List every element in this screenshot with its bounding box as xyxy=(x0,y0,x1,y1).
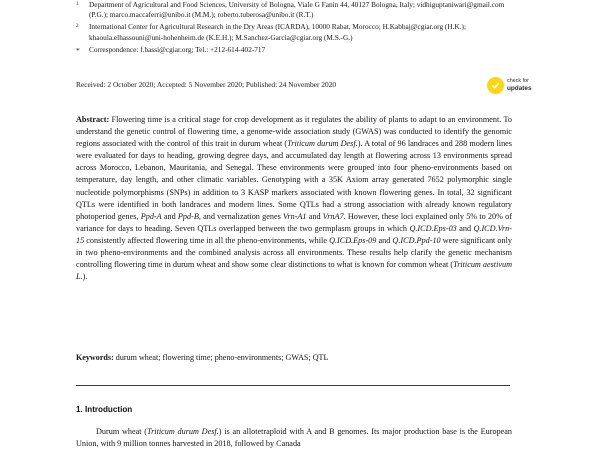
affiliation-text: International Center for Agricultural Research in the Dry Areas (ICARDA), 10000 Rabat, Morocco; H.Kabbaj@cgiar.org (H.K.); khaoula.elhassouni@uni-hohenheim.de (K.E.H.); M.Sanchez-Garcia@cgiar.org (M.S.-G.) xyxy=(89,22,466,42)
affiliation-marker: 1 xyxy=(76,1,79,7)
correspondence-item xyxy=(76,45,510,56)
correspondence-marker: * xyxy=(76,45,80,55)
section-heading-introduction: 1. Introduction xyxy=(76,405,133,414)
abstract-text: Flowering time is a critical stage for crop development as it regulates the ability of plants to adapt to an environment. To understand the genetic control of flowering time, a genome-wide association study (GWAS) was conducted to identify the genomic regions associated with the control of this trait in durum wheat (Triticum durum Desf.). A total of 96 landraces and 288 modern lines were evaluated for days to heading, growing degree days, and accumulated day length at flowering across 13 environments spread across Morocco, Lebanon, Mauritania, and Senegal. These environments were grouped into four pheno-environments based on temperature, day length, and other climatic variables. Genotyping with a 35K Axiom array generated 7652 polymorphic single nucleotide polymorphisms (SNPs) in addition to 3 KASP markers associated with known flowering genes. In total, 32 significant QTLs were identified in both landraces and modern lines. Some QTLs had a strong association with already known regulatory photoperiod genes, Ppd-A and Ppd-B, and vernalization genes Vrn-A1 and VrnA7. However, these loci explained only 5% to 20% of variance for days to heading. Seven QTLs overlapped between the two germplasm groups in which Q.ICD.Eps-03 and Q.ICD.Vrn-15 consistently affected flowering time in all the pheno-environments, while Q.ICD.Eps-09 and Q.ICD.Ppd-10 were significant only in two pheno-environments and the combined analysis across all environments. These results help clarify the genetic mechanism controlling flowering time in durum wheat and show some clear distinctions to what is known for common wheat (Triticum aestivum L.). xyxy=(76,115,513,282)
abstract-label: Abstract: xyxy=(76,115,110,124)
badge-label-line2: updates xyxy=(507,85,532,92)
affiliation-text: Department of Agricultural and Food Sciences, University of Bologna, Viale G Fanin 44, 40127 Bologna, Italy; vidhiguptaniwari@gmail.com (P.G.); marco.maccaferri@unibo.it (M.M.); roberto.tuberosa@unibo.it (R.T.) xyxy=(89,0,505,20)
badge-label xyxy=(507,78,532,93)
keywords-text: durum wheat; flowering time; pheno-environments; GWAS; QTL xyxy=(113,353,329,362)
affiliation-item xyxy=(76,0,510,21)
affiliations-block xyxy=(76,0,510,57)
section-divider xyxy=(76,385,510,386)
keywords-label: Keywords: xyxy=(76,353,114,362)
abstract-paragraph xyxy=(76,114,512,283)
keywords-line xyxy=(76,352,512,364)
correspondence-text: Correspondence: f.bassi@cgiar.org; Tel.: +212-614-402-717 xyxy=(89,44,266,54)
affiliation-item xyxy=(76,22,510,43)
publication-dates: Received: 2 October 2020; Accepted: 5 November 2020; Published: 24 November 2020 xyxy=(76,80,337,89)
check-for-updates-badge[interactable] xyxy=(487,72,557,98)
check-circle-icon xyxy=(487,77,504,94)
badge-label-line1: check for xyxy=(507,77,529,84)
section-body-introduction: Durum wheat (Triticum durum Desf.) is an allotetraploid with A and B genomes. Its major production base is the European Union, with 9 million tonnes harvested in 2018, followed by Canada xyxy=(76,427,512,449)
affiliation-marker: 2 xyxy=(76,23,79,30)
